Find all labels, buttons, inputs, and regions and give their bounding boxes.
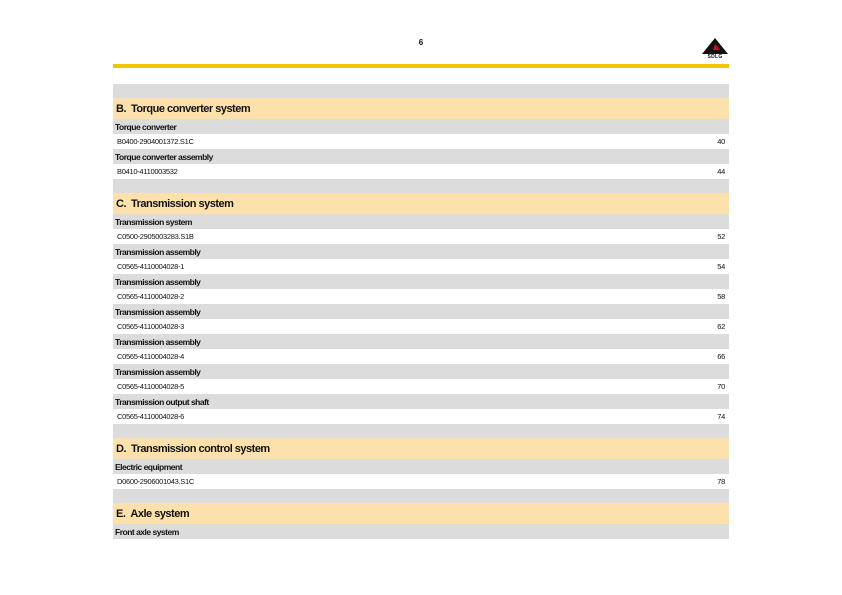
header-rule — [113, 64, 729, 68]
toc-item-page: 52 — [717, 232, 725, 241]
toc-item-row[interactable] — [113, 229, 729, 244]
section-title: Axle system — [130, 507, 190, 520]
logo-triangle-icon — [701, 38, 729, 55]
toc-item-title[interactable]: Torque converter — [113, 119, 729, 134]
toc-item-page: 78 — [717, 477, 725, 486]
toc-item-code: C0565-4110004028-3 — [117, 322, 185, 331]
toc-item-title[interactable]: Front axle system — [113, 524, 729, 539]
sdlg-logo — [701, 38, 729, 62]
toc-item-title[interactable]: Transmission assembly — [113, 364, 729, 379]
toc-item-page: 66 — [717, 352, 725, 361]
toc-item-row[interactable] — [113, 379, 729, 394]
section-spacer — [113, 84, 729, 98]
toc-item-title[interactable]: Transmission output shaft — [113, 394, 729, 409]
section-spacer — [113, 424, 729, 438]
toc-item-code: C0565-4110004028-6 — [117, 412, 185, 421]
page-number: 6 — [418, 38, 424, 47]
section-header — [113, 98, 729, 119]
section-title: Transmission control system — [131, 442, 270, 455]
section-spacer — [113, 179, 729, 193]
toc-item-row[interactable] — [113, 349, 729, 364]
section-letter: C. — [116, 197, 126, 210]
toc-item-title[interactable]: Transmission assembly — [113, 304, 729, 319]
toc-item-page: 58 — [717, 292, 725, 301]
toc-item-code: D0600-2906001043.S1C — [117, 477, 194, 486]
toc-item-title[interactable]: Torque converter assembly — [113, 149, 729, 164]
toc-item-row[interactable] — [113, 319, 729, 334]
table-of-contents — [113, 84, 729, 539]
section-title: Transmission system — [131, 197, 234, 210]
toc-item-row[interactable] — [113, 289, 729, 304]
logo-text: SDLG — [707, 54, 723, 60]
toc-item-row[interactable] — [113, 164, 729, 179]
toc-item-code: C0565-4110004028-4 — [117, 352, 185, 361]
toc-item-row[interactable] — [113, 409, 729, 424]
toc-item-page: 62 — [717, 322, 725, 331]
toc-item-row[interactable] — [113, 259, 729, 274]
toc-item-code: B0410-4110003532 — [117, 167, 178, 176]
toc-item-page: 40 — [717, 137, 725, 146]
toc-item-title[interactable]: Transmission assembly — [113, 244, 729, 259]
toc-item-title[interactable]: Transmission assembly — [113, 334, 729, 349]
toc-item-code: B0400-2904001372.S1C — [117, 137, 194, 146]
toc-item-code: C0565-4110004028-2 — [117, 292, 185, 301]
section-letter: D. — [116, 442, 126, 455]
section-letter: E. — [116, 507, 126, 520]
toc-item-page: 70 — [717, 382, 725, 391]
toc-item-row[interactable] — [113, 134, 729, 149]
section-header — [113, 438, 729, 459]
toc-item-row[interactable] — [113, 474, 729, 489]
toc-item-code: C0500-2905003283.S1B — [117, 232, 194, 241]
toc-item-code: C0565-4110004028-1 — [117, 262, 185, 271]
toc-item-page: 74 — [717, 412, 725, 421]
toc-item-page: 54 — [717, 262, 725, 271]
section-header — [113, 503, 729, 524]
section-letter: B. — [116, 102, 126, 115]
section-spacer — [113, 489, 729, 503]
toc-item-title[interactable]: Transmission assembly — [113, 274, 729, 289]
toc-item-title[interactable]: Transmission system — [113, 214, 729, 229]
section-title: Torque converter system — [131, 102, 251, 115]
section-header — [113, 193, 729, 214]
toc-item-title[interactable]: Electric equipment — [113, 459, 729, 474]
toc-item-page: 44 — [717, 167, 725, 176]
toc-item-code: C0565-4110004028-5 — [117, 382, 185, 391]
